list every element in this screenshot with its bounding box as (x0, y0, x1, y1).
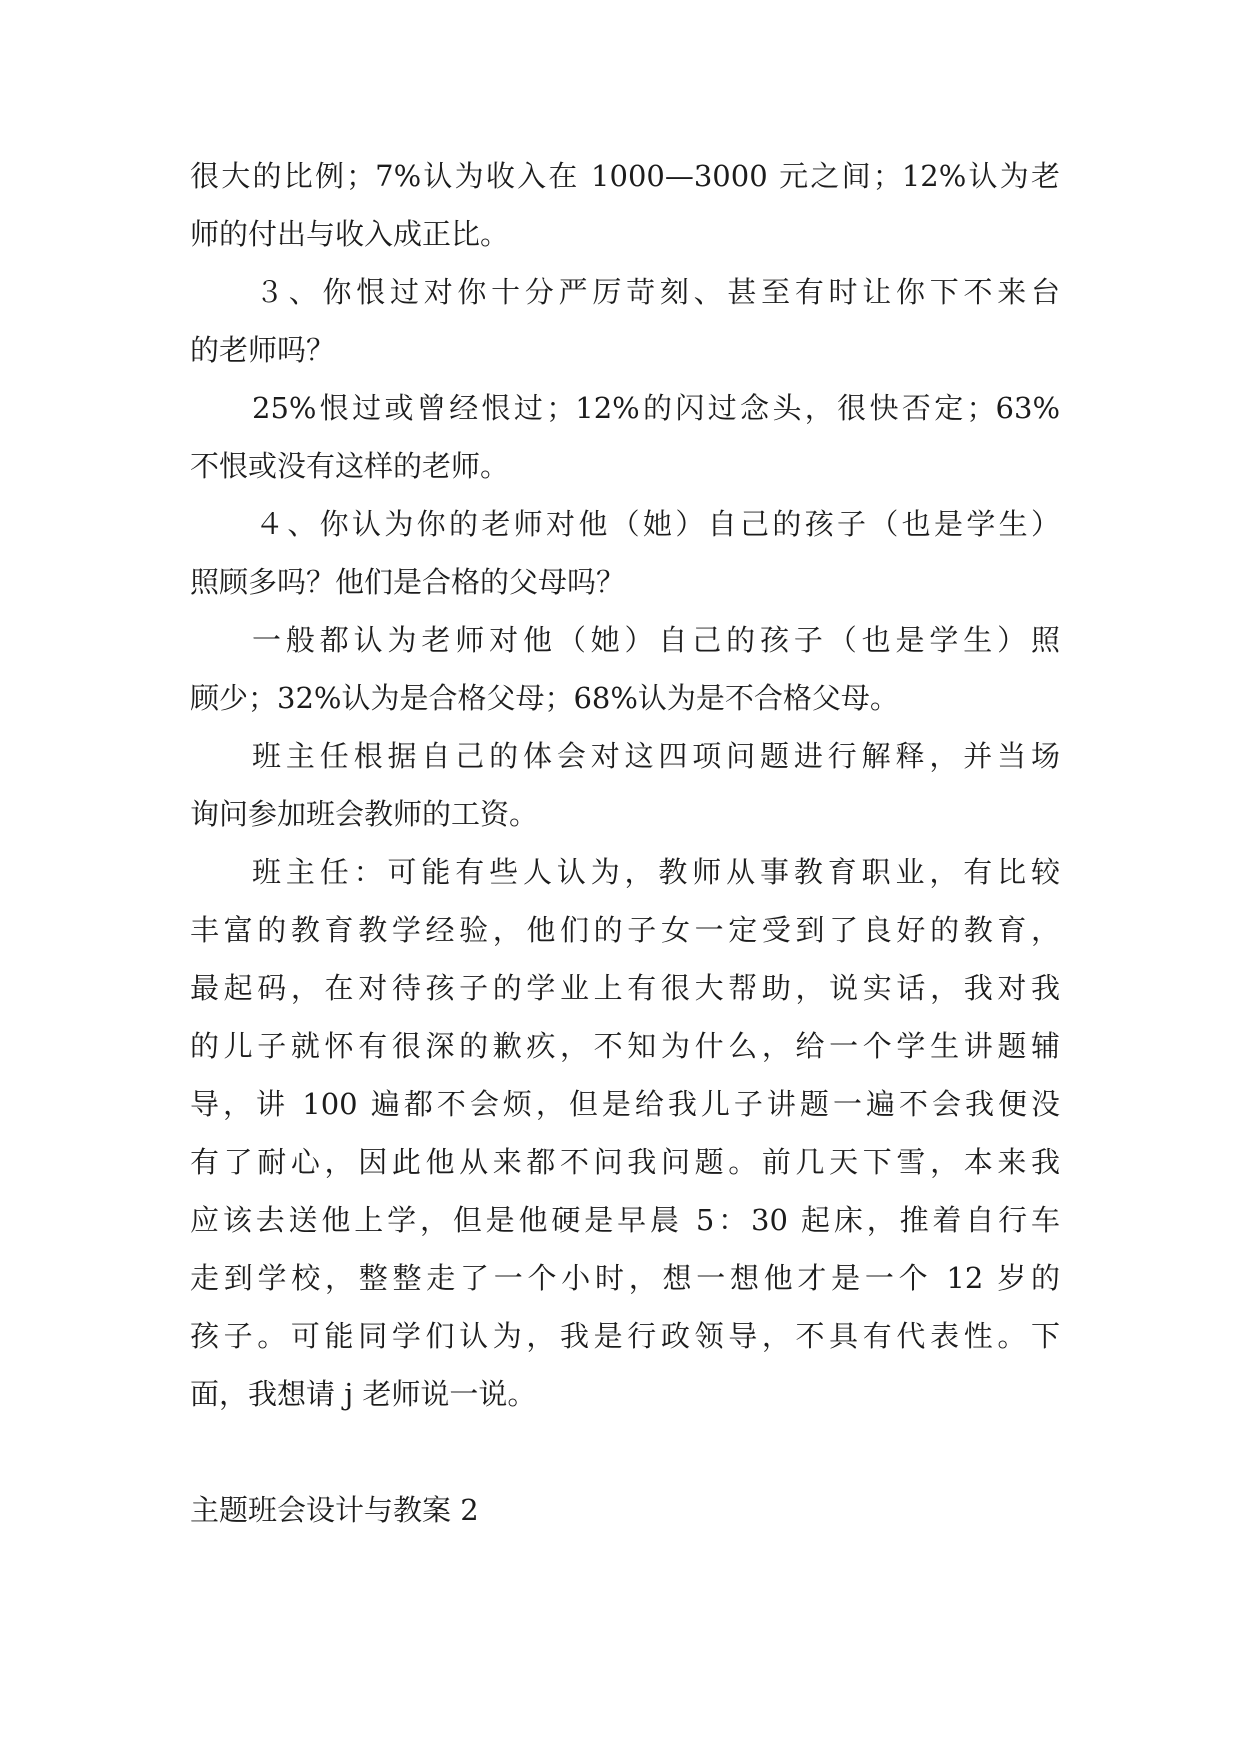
paragraph-line: 面，我想请 j 老师说一说。 (190, 1377, 537, 1411)
paragraph-line: 有了耐心，因此他从来都不问我问题。前几天下雪，本来我 (190, 1145, 1060, 1179)
question-line: 的老师吗？ (190, 333, 336, 367)
paragraph-line: 师的付出与收入成正比。 (190, 217, 510, 251)
question-line: ４、你认为你的老师对他（她）自己的孩子（也是学生） (255, 507, 1060, 541)
paragraph-line: 很大的比例；7%认为收入在 1000—3000 元之间；12%认为老 (190, 159, 1060, 193)
paragraph-line: 25%恨过或曾经恨过；12%的闪过念头，很快否定；63% (252, 391, 1060, 425)
paragraph-line: 应该去送他上学，但是他硬是早晨 5：30 起床，推着自行车 (190, 1203, 1060, 1237)
paragraph-line: 班主任根据自己的体会对这四项问题进行解释，并当场 (252, 739, 1060, 773)
paragraph-line: 的儿子就怀有很深的歉疚，不知为什么，给一个学生讲题辅 (190, 1029, 1060, 1063)
paragraph-line: 一般都认为老师对他（她）自己的孩子（也是学生）照 (252, 623, 1060, 657)
document-body (190, 158, 1060, 1528)
section-heading: 主题班会设计与教案 2 (190, 1493, 479, 1527)
paragraph-line: 孩子。可能同学们认为，我是行政领导，不具有代表性。下 (190, 1319, 1060, 1353)
paragraph-line: 顾少；32%认为是合格父母；68%认为是不合格父母。 (190, 681, 899, 715)
paragraph-line: 丰富的教育教学经验，他们的子女一定受到了良好的教育， (190, 913, 1060, 947)
paragraph-line: 最起码，在对待孩子的学业上有很大帮助，说实话，我对我 (190, 971, 1060, 1005)
paragraph-line: 班主任：可能有些人认为，教师从事教育职业，有比较 (252, 855, 1060, 889)
paragraph-line: 导，讲 100 遍都不会烦，但是给我儿子讲题一遍不会我便没 (190, 1087, 1060, 1121)
paragraph-line: 走到学校，整整走了一个小时，想一想他才是一个 12 岁的 (190, 1261, 1060, 1295)
section-spacer (190, 1434, 1060, 1492)
paragraph-line: 询问参加班会教师的工资。 (190, 797, 539, 831)
paragraph-line: 不恨或没有这样的老师。 (190, 449, 510, 483)
question-line: 照顾多吗？他们是合格的父母吗？ (190, 565, 626, 599)
question-line: ３、你恨过对你十分严厉苛刻、甚至有时让你下不来台 (255, 275, 1060, 309)
